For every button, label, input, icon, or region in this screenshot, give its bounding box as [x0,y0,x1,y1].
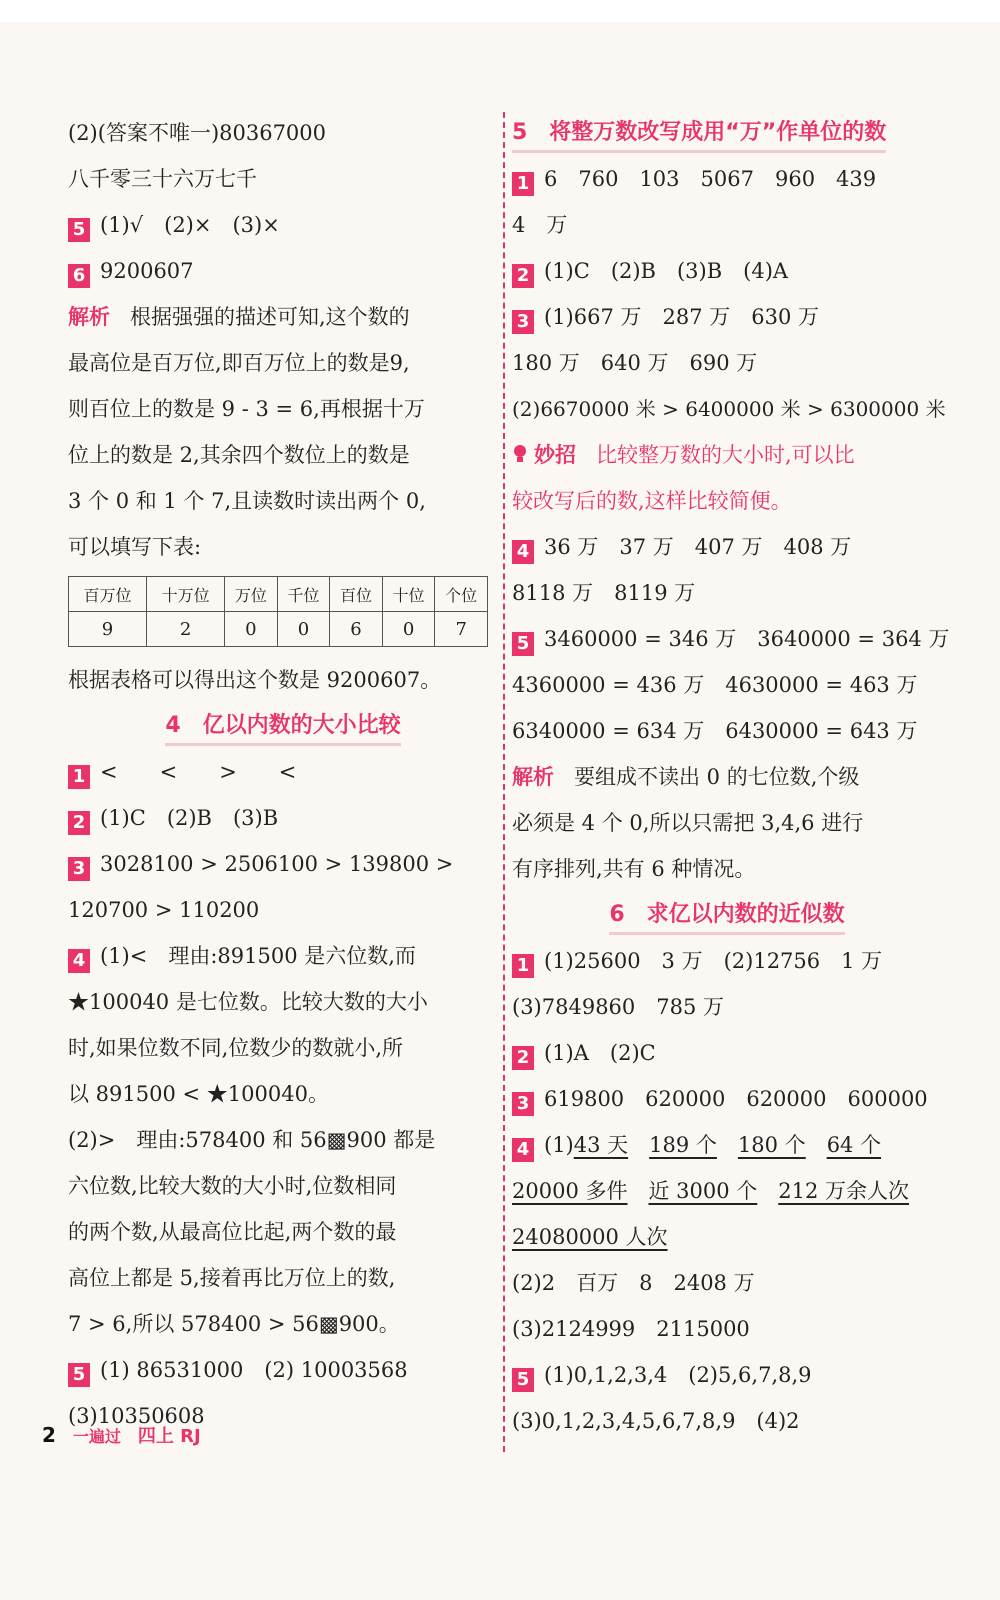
question-number: 6 [68,264,90,288]
answer-line: (2)(答案不唯一)80367000 [68,121,327,145]
question-number: 4 [512,1138,534,1162]
underlined-answer: 212 万余人次 [778,1179,910,1203]
section-heading [512,892,942,938]
analysis-label: 解析 [512,765,554,789]
table-cell: 0 [277,612,330,647]
question-number: 3 [512,1092,534,1116]
table-row [69,612,488,647]
page-number: 2 [42,1423,56,1447]
answer-text: 高位上都是 5,接着再比万位上的数, [68,1266,396,1290]
question-3 [512,294,942,340]
answer-line [512,1168,942,1214]
table-header: 百万位 [69,577,147,612]
analysis-line [68,294,498,340]
question-number: 1 [512,954,534,978]
answer-text: 36 万 37 万 407 万 408 万 [544,535,852,559]
analysis-text: 要组成不读出 0 的七位数,个级 [574,765,860,789]
table-header: 个位 [435,577,488,612]
answer-text: 8118 万 8119 万 [512,581,696,605]
analysis-text: 则百位上的数是 9 - 3 = 6,再根据十万 [68,397,425,421]
answer-text: 3028100 > 2506100 > 139800 > [100,852,454,876]
answer-text: 120700 > 110200 [68,898,260,922]
underlined-answer: 20000 多件 [512,1179,628,1203]
question-number: 2 [68,811,90,835]
table-header: 十万位 [147,577,225,612]
answer-text: (1)C (2)B (3)B (4)A [544,259,789,283]
question-number: 2 [512,264,534,288]
answer-text: 时,如果位数不同,位数少的数就小,所 [68,1036,404,1060]
question-number: 3 [68,857,90,881]
section-title: 5 将整万数改写成用“万”作单位的数 [512,116,886,153]
question-5 [68,202,498,248]
answer-text: (1)25600 3 万 (2)12756 1 万 [544,949,883,973]
answer-text: (3)10350608 [68,1404,205,1428]
question-number: 4 [512,540,534,564]
analysis-text: 3 个 0 和 1 个 7,且读数时读出两个 0, [68,489,426,513]
column-divider [503,112,505,1452]
question-3 [512,1076,942,1122]
table-header-row [69,577,488,612]
question-number: 5 [512,632,534,656]
analysis-text: 可以填写下表: [68,535,202,559]
table-header: 十位 [382,577,435,612]
answer-text: (2)> 理由:578400 和 56▩900 都是 [68,1128,436,1152]
question-number: 5 [512,1368,534,1392]
answer-text: (3)2124999 2115000 [512,1317,750,1341]
answer-text: (1)A (2)C [544,1041,656,1065]
question-5 [68,1347,498,1393]
question-1 [512,938,942,984]
answer-text: (1)< 理由:891500 是六位数,而 [100,944,416,968]
answer-text: 4 万 [512,213,568,237]
analysis-label: 解析 [68,305,110,329]
question-number: 1 [68,765,90,789]
section-heading [512,110,942,156]
answer-text: 9200607 [100,259,194,283]
table-cell: 9 [69,612,147,647]
answer-text: (3)0,1,2,3,4,5,6,7,8,9 (4)2 [512,1409,800,1433]
underlined-answer: 43 天 [573,1133,629,1157]
underlined-answer: 近 3000 个 [648,1179,758,1203]
answer-text: (2)6670000 米 > 6400000 米 > 6300000 米 [512,397,946,421]
question-2 [512,1030,942,1076]
section-title: 6 求亿以内数的近似数 [609,898,844,935]
answer-text: 7 > 6,所以 578400 > 56▩900。 [68,1312,400,1336]
tip-text: 比较整万数的大小时,可以比 [596,443,855,467]
analysis-text: 根据表格可以得出这个数是 9200607。 [68,668,442,692]
analysis-text: 位上的数是 2,其余四个数位上的数是 [68,443,410,467]
question-2 [68,795,498,841]
left-column [68,110,498,1439]
tip-label: 妙招 [534,443,576,467]
underlined-answer: 64 个 [826,1133,882,1157]
answer-text: (1)√ (2)× (3)× [100,213,280,237]
table-header: 万位 [225,577,278,612]
section-heading [68,703,498,749]
answer-text: 6 760 103 5067 960 439 [544,167,877,191]
question-4 [68,933,498,979]
answer-text: (1)C (2)B (3)B [100,806,279,830]
question-5 [512,616,950,662]
table-cell: 7 [435,612,488,647]
analysis-text: 有序排列,共有 6 种情况。 [512,857,756,881]
question-1 [512,156,942,202]
answer-text: (1) 86531000 (2) 10003568 [100,1358,408,1382]
analysis-text: 必须是 4 个 0,所以只需把 3,4,6 进行 [512,811,864,835]
table-cell: 0 [382,612,435,647]
answer-text: 的两个数,从最高位比起,两个数的最 [68,1220,397,1244]
answer-text: (2)2 百万 8 2408 万 [512,1271,755,1295]
question-number: 4 [68,949,90,973]
table-cell: 6 [330,612,383,647]
answer-line: 八千零三十六万七千 [68,167,257,191]
table-header: 千位 [277,577,330,612]
question-2 [512,248,942,294]
question-1 [68,749,498,795]
question-4 [512,1122,942,1168]
question-number: 3 [512,310,534,334]
tip-line [512,432,942,478]
answer-text: (1)0,1,2,3,4 (2)5,6,7,8,9 [544,1363,812,1387]
question-number: 5 [68,218,90,242]
place-value-table [68,576,488,647]
analysis-line [512,754,942,800]
table-cell: 2 [147,612,225,647]
underlined-answer: 180 个 [737,1133,806,1157]
question-number: 2 [512,1046,534,1070]
answer-text: 3460000 = 346 万 3640000 = 364 万 [544,627,950,651]
answer-line [512,1214,942,1260]
question-number: 5 [68,1363,90,1387]
right-column [512,110,950,1444]
answer-text: < < > < [100,760,297,784]
brand-logo: 一遍过 [72,1427,121,1446]
question-5 [512,1352,942,1398]
underlined-answer: 189 个 [649,1133,717,1157]
top-margin [0,0,1000,22]
grade-label: 四上 RJ [137,1426,201,1447]
answer-text: 6340000 = 634 万 6430000 = 643 万 [512,719,918,743]
lightbulb-icon [512,444,528,464]
table-cell: 0 [225,612,278,647]
section-title: 4 亿以内数的大小比较 [165,709,400,746]
page-footer [42,1422,201,1452]
table-header: 百位 [330,577,383,612]
answer-text: (1) [544,1133,574,1157]
answer-text: 六位数,比较大数的大小时,位数相同 [68,1174,397,1198]
answer-text: (1)667 万 287 万 630 万 [544,305,820,329]
question-number: 1 [512,172,534,196]
answer-text: 4360000 = 436 万 4630000 = 463 万 [512,673,918,697]
answer-text: (3)7849860 785 万 [512,995,725,1019]
underlined-answer: 24080000 人次 [512,1225,668,1249]
question-4 [512,524,942,570]
answer-text: 以 891500 < ★100040。 [68,1082,329,1106]
question-3 [68,841,498,887]
analysis-text: 最高位是百万位,即百万位上的数是9, [68,351,410,375]
answer-text: 180 万 640 万 690 万 [512,351,758,375]
analysis-text: 根据强强的描述可知,这个数的 [130,305,410,329]
question-6 [68,248,498,294]
answer-text: ★100040 是七位数。比较大数的大小 [68,990,428,1014]
tip-text: 较改写后的数,这样比较简便。 [512,489,792,513]
answer-text: 619800 620000 620000 600000 [544,1087,928,1111]
